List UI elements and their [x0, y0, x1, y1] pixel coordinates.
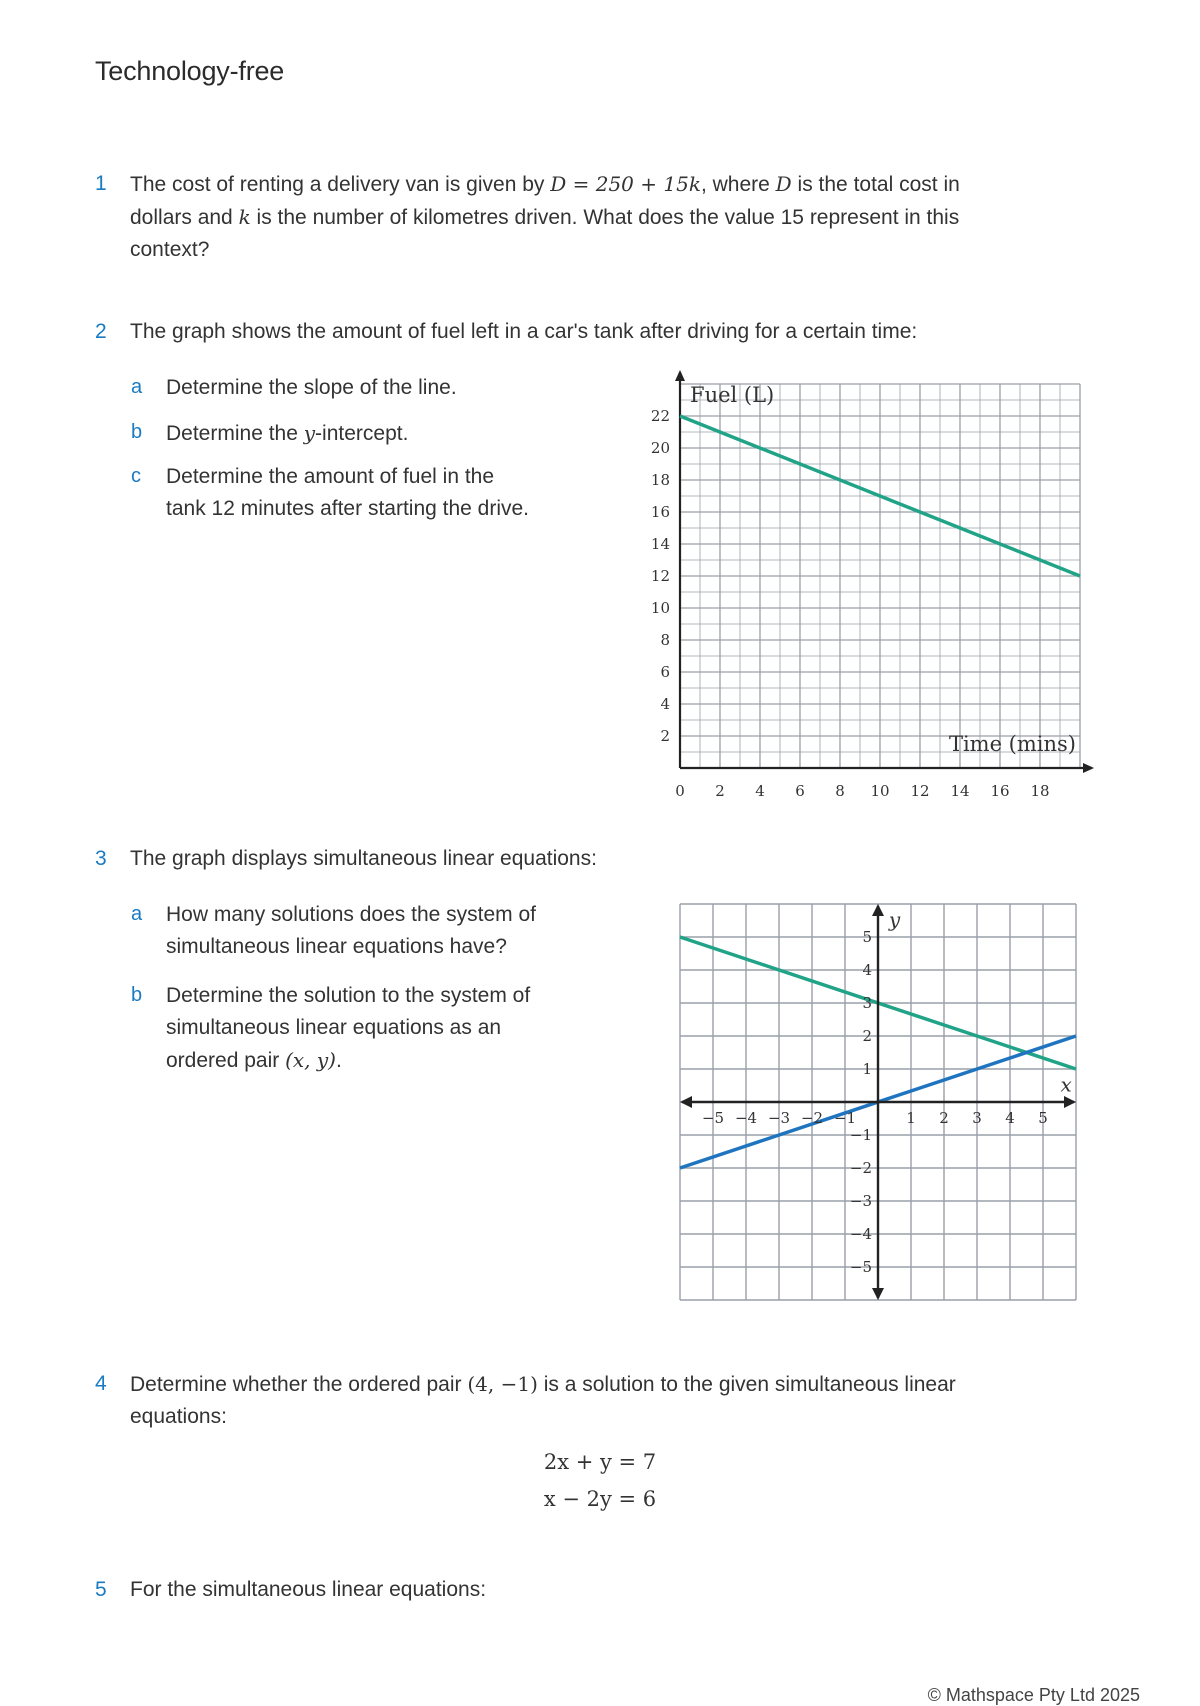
copyright-footer: © Mathspace Pty Ltd 2025 — [927, 1685, 1140, 1705]
fuel-graph-y-axis-label: Fuel (L) — [690, 383, 775, 407]
q2-part-b-text — [166, 417, 408, 450]
q3b-text-segment: . — [335, 1049, 342, 1072]
q3b-text-segment: ordered pair — [166, 1049, 286, 1072]
fuel-y-tick-label: 18 — [650, 471, 670, 489]
fuel-x-tick-label: 12 — [910, 782, 930, 800]
question-2-number: 2 — [95, 320, 107, 343]
q3-part-b-label: b — [131, 984, 143, 1006]
sim-y-tick-label: −3 — [849, 1192, 872, 1210]
sim-y-tick-label: −1 — [849, 1126, 872, 1144]
q3a-line-1: How many solutions does the system of — [166, 903, 537, 926]
fuel-y-tick-label: 20 — [650, 439, 670, 457]
fuel-y-tick-label: 22 — [650, 407, 670, 425]
question-5-text: For the simultaneous linear equations: — [130, 1578, 487, 1601]
fuel-y-tick-label: 14 — [650, 535, 670, 553]
sim-y-axis-arrow-up — [872, 904, 884, 916]
q3b-line-1: Determine the solution to the system of — [166, 984, 531, 1007]
question-1-text — [130, 168, 1120, 266]
fuel-y-tick-label: 8 — [660, 631, 670, 649]
fuel-x-tick-label: 14 — [950, 782, 970, 800]
q2b-text-segment: Determine the — [166, 422, 304, 445]
q3-part-a-label: a — [131, 903, 143, 925]
fuel-y-tick-label: 6 — [660, 663, 670, 681]
sim-y-tick-label: 5 — [862, 928, 872, 946]
question-1-number: 1 — [95, 172, 107, 195]
q1-text-segment: is the total cost in — [791, 173, 960, 196]
sim-y-tick-label: 1 — [862, 1060, 872, 1078]
sim-y-tick-label: 4 — [862, 961, 872, 979]
question-4-line-1 — [130, 1368, 1120, 1401]
q2-part-a-label: a — [131, 376, 143, 398]
sim-x-tick-label: 5 — [1038, 1109, 1048, 1127]
sim-y-axis-arrow-down — [872, 1288, 884, 1300]
q1-variable-d: D — [775, 172, 792, 196]
question-4-number: 4 — [95, 1372, 107, 1395]
q3b-line-3 — [166, 1044, 530, 1077]
q4-equation-1: 2x + y = 7 — [543, 1450, 657, 1474]
fuel-x-tick-label: 0 — [675, 782, 685, 800]
q1-text-segment: dollars and — [130, 206, 239, 229]
question-5-number: 5 — [95, 1578, 107, 1601]
sim-x-tick-label: −3 — [767, 1109, 791, 1127]
sim-x-axis-arrow-right — [1064, 1096, 1076, 1108]
q2-part-a-text: Determine the slope of the line. — [166, 376, 457, 399]
q3a-line-2: simultaneous linear equations have? — [166, 935, 507, 958]
sim-x-tick-label: −4 — [734, 1109, 758, 1127]
q2c-line-2: tank 12 minutes after starting the drive. — [166, 497, 530, 520]
fuel-x-tick-label: 6 — [795, 782, 805, 800]
q4-text-segment: is a solution to the given simultaneous linear — [537, 1373, 956, 1396]
fuel-y-tick-label: 10 — [650, 599, 670, 617]
simultaneous-graph — [640, 890, 1100, 1330]
question-3-number: 3 — [95, 847, 107, 870]
q1-equation: D = 250 + 15k — [550, 172, 701, 196]
sim-y-tick-label: −4 — [849, 1225, 872, 1243]
sim-y-tick-label: −2 — [849, 1159, 872, 1177]
question-2-text: The graph shows the amount of fuel left in a car's tank after driving for a certain time: — [130, 320, 918, 343]
question-1-line-1 — [130, 168, 1120, 201]
simultaneous-graph-axes — [680, 904, 1076, 1300]
q1-variable-k: k — [238, 205, 251, 229]
fuel-y-tick-label: 16 — [650, 503, 670, 521]
q2-part-c-label: c — [131, 465, 141, 487]
q4-text-segment: Determine whether the ordered pair — [130, 1373, 468, 1396]
question-4-text — [130, 1368, 1120, 1433]
simultaneous-graph-y-label: y — [888, 907, 901, 932]
fuel-graph — [640, 365, 1100, 805]
fuel-y-axis-arrow — [675, 370, 685, 381]
question-3-text: The graph displays simultaneous linear equations: — [130, 847, 597, 870]
q2b-text-segment: -intercept. — [315, 422, 409, 445]
q2-part-b-label: b — [131, 421, 143, 443]
simultaneous-graph-x-label: x — [1060, 1072, 1072, 1097]
sim-x-tick-label: 4 — [1005, 1109, 1015, 1127]
fuel-x-tick-label: 4 — [755, 782, 765, 800]
fuel-x-tick-label: 2 — [715, 782, 725, 800]
page-title: Technology-free — [95, 56, 285, 86]
fuel-y-tick-label: 2 — [660, 727, 670, 745]
q2c-line-1: Determine the amount of fuel in the — [166, 465, 495, 488]
sim-x-tick-label: −1 — [833, 1109, 857, 1127]
fuel-y-tick-label: 4 — [660, 695, 670, 713]
fuel-y-tick-label: 12 — [650, 567, 670, 585]
q3-part-a-text — [166, 899, 536, 963]
sim-x-tick-label: 2 — [939, 1109, 949, 1127]
fuel-x-tick-label: 10 — [870, 782, 890, 800]
question-1-line-3: context? — [130, 238, 210, 261]
q2-part-c-text — [166, 461, 529, 525]
sim-x-tick-label: −5 — [701, 1109, 725, 1127]
q1-text-segment: The cost of renting a delivery van is given by — [130, 173, 551, 196]
q3b-ordered-pair: (x, y) — [285, 1048, 336, 1072]
sim-x-tick-label: 1 — [906, 1109, 916, 1127]
q1-text-segment: is the number of kilometres driven. What does the value 15 represent in this — [250, 206, 960, 229]
question-4-line-2: equations: — [130, 1405, 227, 1428]
q4-ordered-pair: (4, −1) — [467, 1372, 538, 1396]
sim-x-tick-label: 3 — [972, 1109, 982, 1127]
question-1-line-2 — [130, 201, 1120, 234]
q3-part-b-text — [166, 980, 530, 1077]
q2b-variable-y: y — [303, 421, 316, 445]
sim-y-tick-label: 2 — [862, 1027, 872, 1045]
sim-y-tick-label: 3 — [862, 994, 872, 1012]
q3b-line-2: simultaneous linear equations as an — [166, 1016, 502, 1039]
sim-x-axis-arrow-left — [680, 1096, 692, 1108]
fuel-x-tick-label: 8 — [835, 782, 845, 800]
fuel-x-tick-label: 16 — [990, 782, 1010, 800]
fuel-x-axis-arrow — [1083, 763, 1094, 773]
q4-equation-2: x − 2y = 6 — [543, 1487, 657, 1511]
sim-x-tick-label: −2 — [800, 1109, 824, 1127]
fuel-graph-axes — [675, 370, 1094, 773]
fuel-x-tick-label: 18 — [1030, 782, 1050, 800]
q1-text-segment: , where — [700, 173, 776, 196]
sim-y-tick-label: −5 — [849, 1258, 872, 1276]
fuel-graph-x-axis-label: Time (mins) — [948, 732, 1076, 756]
